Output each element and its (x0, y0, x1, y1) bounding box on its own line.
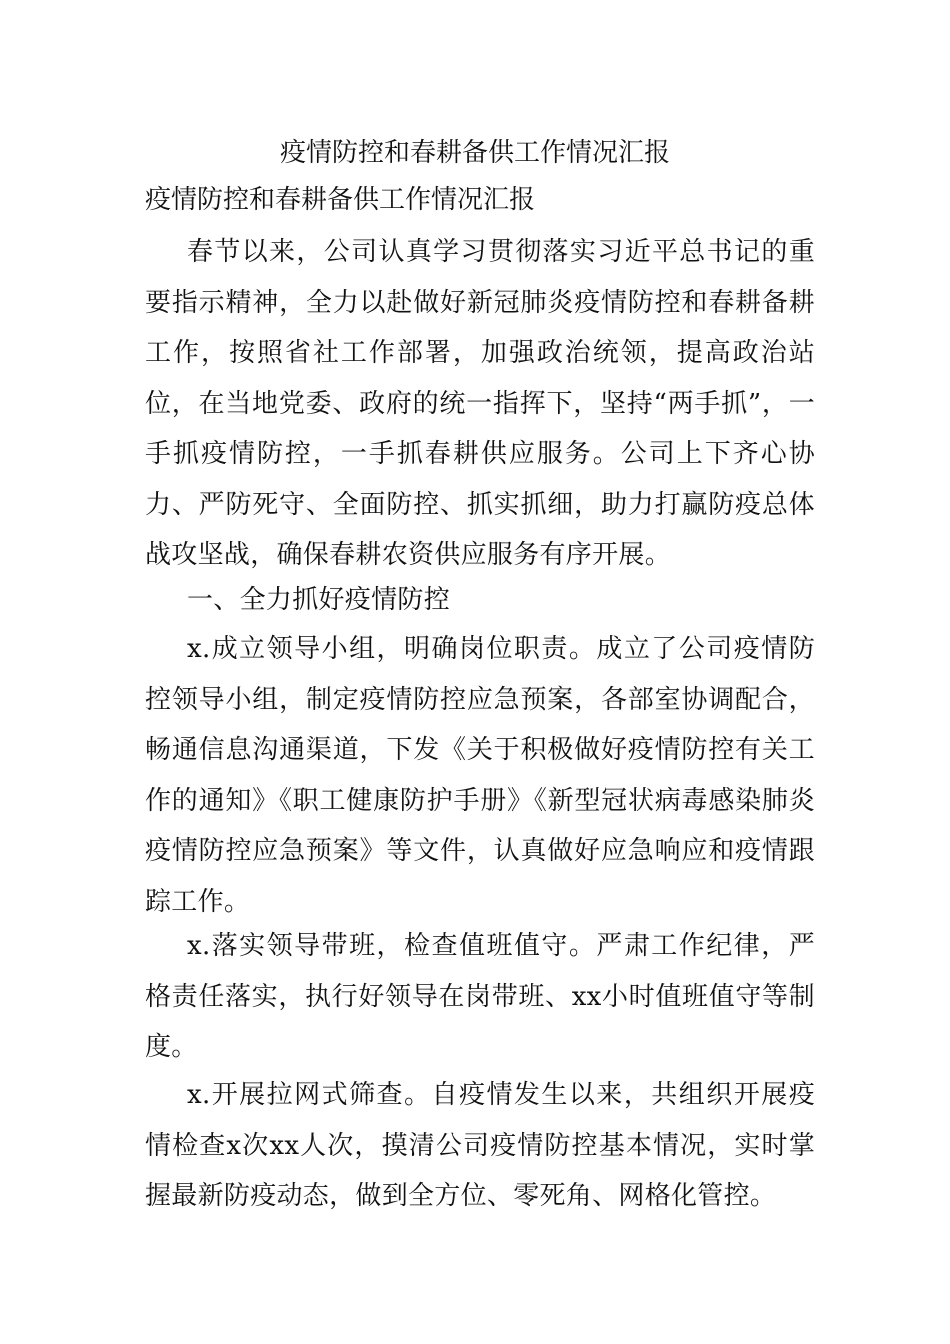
intro-paragraph: 春节以来，公司认真学习贯彻落实习近平总书记的重要指示精神，全力以赴做好新冠肺炎疫情防控和春耕备耕工作，按照省社工作部署，加强政治统领，提高政治站位，在当地党委、政府的统一指挥下，坚持“两手抓”，一手抓疫情防控，一手抓春耕供应服务。公司上下齐心协力、严防死守、全面防控、抓实抓细，助力打赢防疫总体战攻坚战，确保春耕农资供应服务有序开展。 (145, 237, 815, 570)
section-heading: 一、全力抓好疫情防控 (187, 585, 451, 615)
item-paragraph-1: x.成立领导小组，明确岗位职责。成立了公司疫情防控领导小组，制定疫情防控应急预案，各部室协调配合，畅通信息沟通渠道，下发《关于积极做好疫情防控有关工作的通知》《职工健康防护手册》《新型冠状病毒感染肺炎疫情防控应急预案》等文件，认真做好应急响应和疫情跟踪工作。 (145, 634, 815, 917)
document-title: 疫情防控和春耕备供工作情况汇报 (279, 138, 670, 168)
item-paragraph-2: x.落实领导带班，检查值班值守。严肃工作纪律，严格责任落实，执行好领导在岗带班、xx小时值班值守等制度。 (145, 931, 815, 1062)
document-subtitle: 疫情防控和春耕备供工作情况汇报 (145, 185, 536, 215)
item-paragraph-3: x.开展拉网式筛查。自疫情发生以来，共组织开展疫情检查x次xx人次，摸清公司疫情防控基本情况，实时掌握最新防疫动态，做到全方位、零死角、网格化管控。 (145, 1080, 815, 1211)
